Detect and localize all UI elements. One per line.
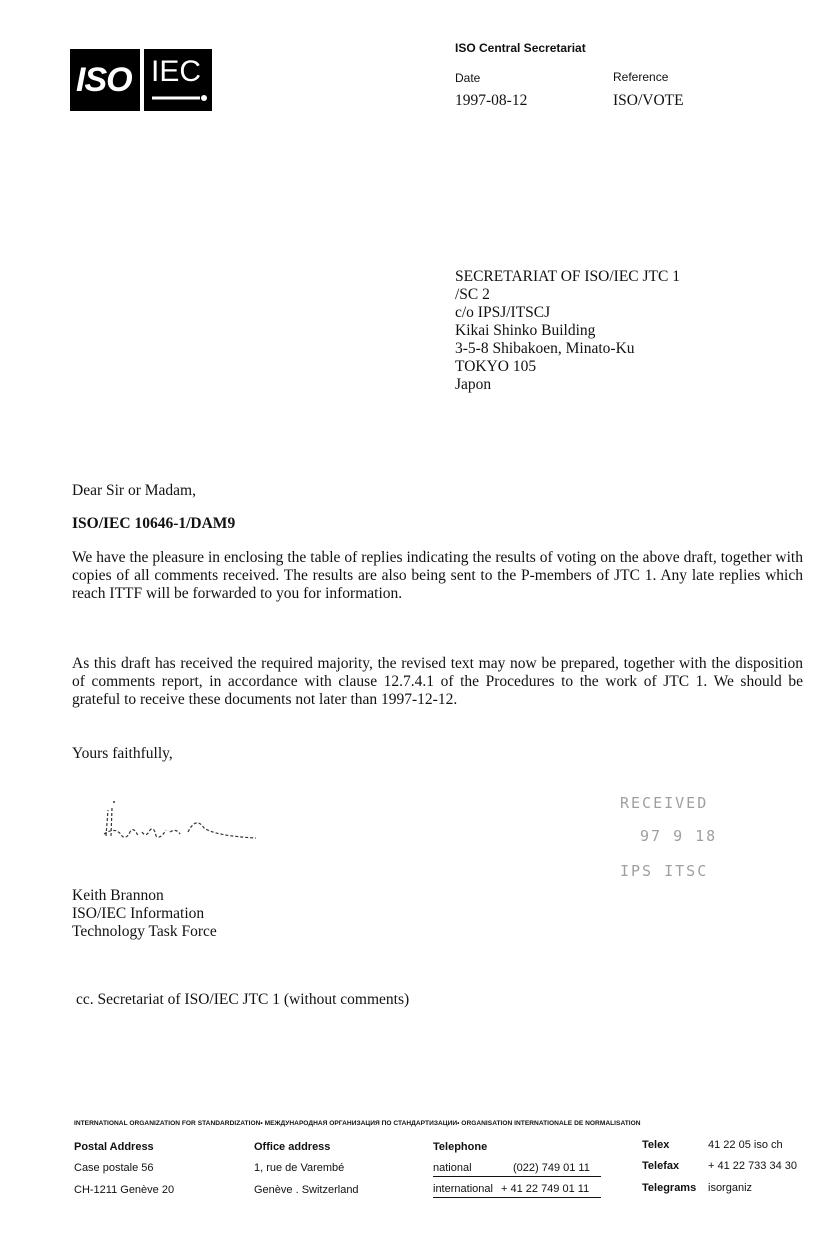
telephone-heading: Telephone xyxy=(433,1141,488,1153)
telex-label: Telex xyxy=(642,1139,670,1151)
footer-organization: INTERNATIONAL ORGANIZATION FOR STANDARDIZATION• МЕЖДУНАРОДНАЯ ОРГАНИЗАЦИЯ ПО СТАНДАРТИЗАЦИИ• ORGANISATION INTERNATIONALE DE NORMALISATION xyxy=(74,1120,641,1127)
office-line: Genève . Switzerland xyxy=(254,1184,359,1196)
address-line: c/o IPSJ/ITSCJ xyxy=(455,304,551,321)
paragraph-majority: As this draft has received the required majority, the revised text may now be prepared, together with the disposition of comments report, in accordance with clause 12.7.4.1 of the Procedures to the work of JTC 1. We should be grateful to receive these documents not later than 1997-12-12. xyxy=(72,655,803,708)
telefax-value: + 41 22 733 34 30 xyxy=(708,1160,797,1172)
subject-line: ISO/IEC 10646-1/DAM9 xyxy=(72,515,236,532)
cc-line: cc. Secretariat of ISO/IEC JTC 1 (without comments) xyxy=(76,991,410,1008)
office-address-heading: Office address xyxy=(254,1141,331,1153)
paragraph-results: We have the pleasure in enclosing the table of replies indicating the results of voting on the above draft, together with copies of all comments received. The results are also being sent to the P-members of JTC 1. Any late replies which reach ITTF will be forwarded to you for information. xyxy=(72,549,803,602)
date-value: 1997-08-12 xyxy=(455,92,528,109)
received-stamp-line3: IPS ITSC xyxy=(620,862,709,880)
received-stamp-line2: 97 9 18 xyxy=(640,827,718,845)
telegrams-value: isorganiz xyxy=(708,1182,753,1194)
iec-logo-underline xyxy=(152,93,208,105)
postal-line: Case postale 56 xyxy=(74,1162,154,1174)
postal-line: CH-1211 Genève 20 xyxy=(74,1184,175,1196)
signatory-block xyxy=(72,887,217,941)
address-line: SECRETARIAT OF ISO/IEC JTC 1 xyxy=(455,268,680,285)
salutation: Dear Sir or Madam, xyxy=(72,482,196,499)
recipient-address xyxy=(455,268,680,394)
reference-label: Reference xyxy=(613,70,669,84)
address-line: 3-5-8 Shibakoen, Minato-Ku xyxy=(455,340,635,357)
telegrams-label: Telegrams xyxy=(642,1182,697,1194)
handwritten-signature xyxy=(96,796,266,858)
address-line: Japon xyxy=(455,376,492,393)
address-line: /SC 2 xyxy=(455,286,490,303)
received-stamp-line1: RECEIVED xyxy=(620,794,709,812)
signatory-name: Keith Brannon xyxy=(72,887,164,904)
iso-logo-text: ISO xyxy=(76,61,132,99)
iec-logo-text: IEC xyxy=(151,55,202,88)
signatory-title: ISO/IEC Information xyxy=(72,905,205,922)
office-line: 1, rue de Varembé xyxy=(254,1162,345,1174)
date-label: Date xyxy=(455,71,481,85)
address-line: Kikai Shinko Building xyxy=(455,322,596,339)
telefax-label: Telefax xyxy=(642,1160,680,1172)
address-line: TOKYO 105 xyxy=(455,358,537,375)
signatory-title: Technology Task Force xyxy=(72,923,217,940)
telephone-divider xyxy=(433,1197,601,1198)
closing: Yours faithfully, xyxy=(72,745,173,762)
iec-logo xyxy=(144,49,212,111)
iso-logo xyxy=(70,49,140,111)
telex-value: 41 22 05 iso ch xyxy=(708,1139,783,1151)
reference-value: ISO/VOTE xyxy=(613,92,684,109)
sender-title: ISO Central Secretariat xyxy=(455,41,586,55)
postal-address-heading: Postal Address xyxy=(74,1141,154,1153)
telephone-international-label: international xyxy=(433,1183,493,1195)
telephone-national-value: (022) 749 01 11 xyxy=(513,1162,590,1174)
telephone-national-label: national xyxy=(433,1162,472,1174)
telephone-divider xyxy=(433,1176,601,1177)
telephone-international-value: + 41 22 749 01 11 xyxy=(501,1183,590,1195)
